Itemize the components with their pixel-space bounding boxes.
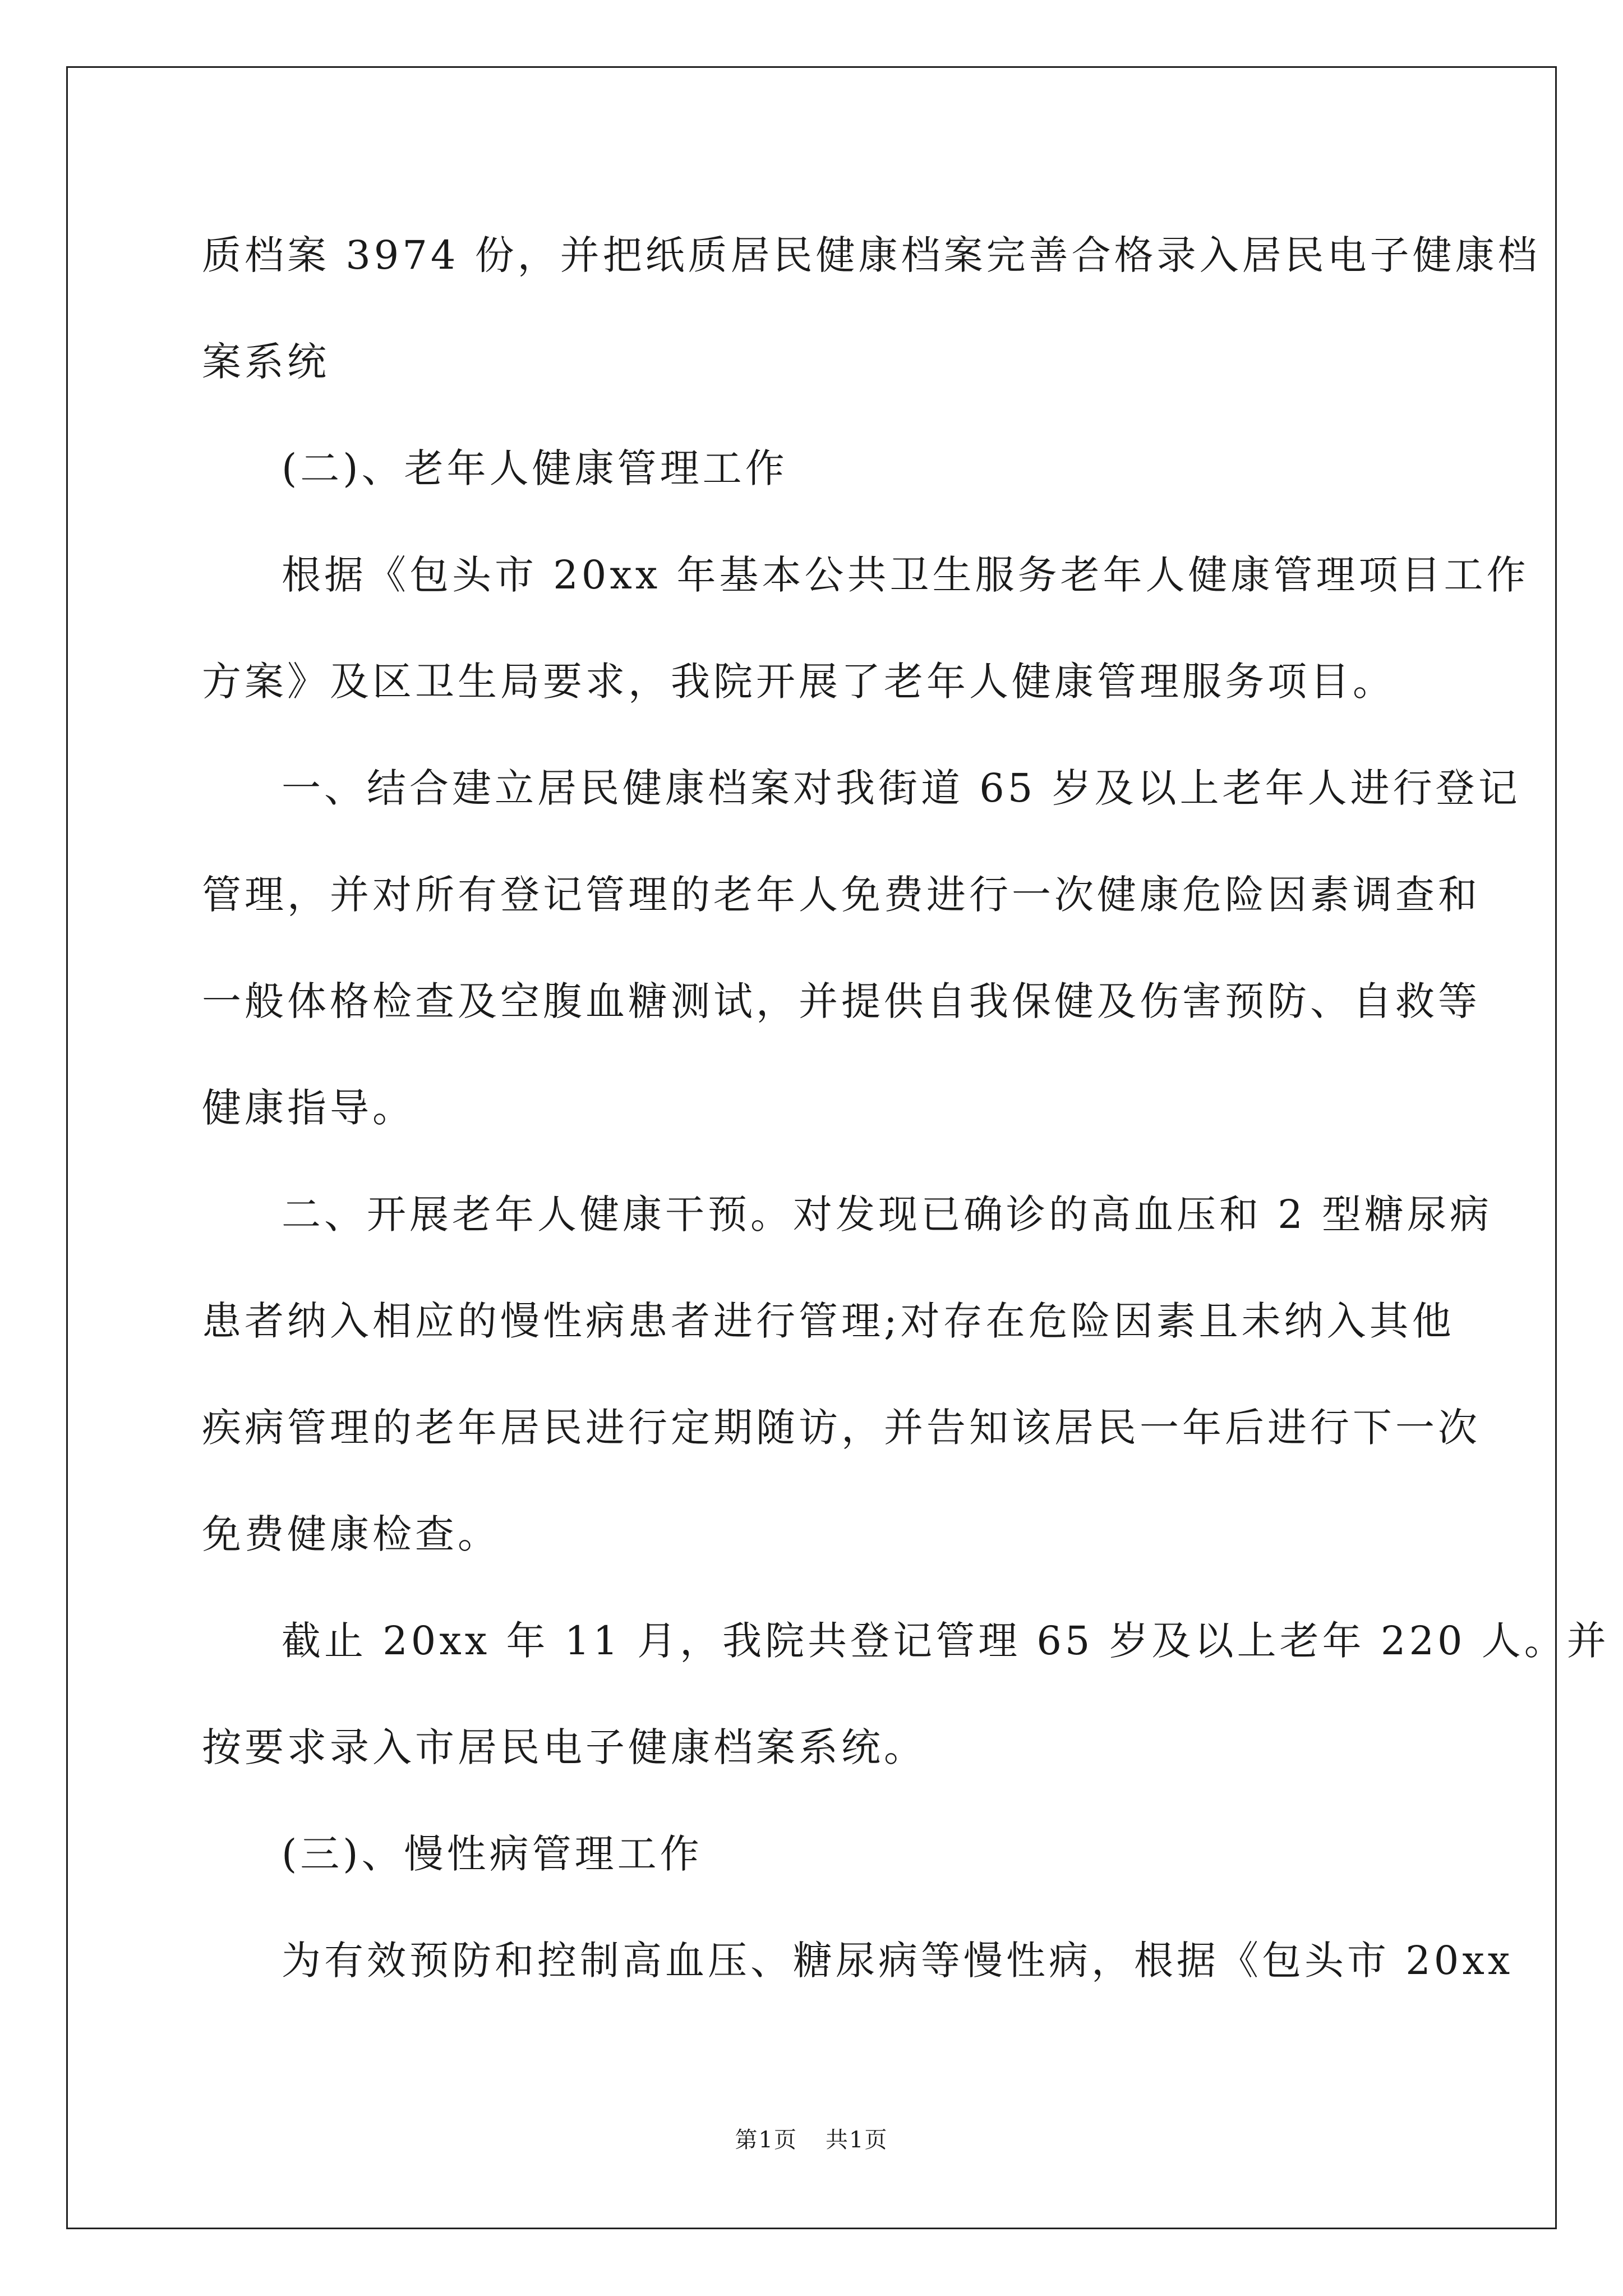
- text-line: 根据《包头市 20xx 年基本公共卫生服务老年人健康管理项目工作: [282, 552, 1529, 598]
- text-line: 疾病管理的老年居民进行定期随访，并告知该居民一年后进行下一次: [202, 1405, 1481, 1451]
- text-line: 为有效预防和控制高血压、糖尿病等慢性病，根据《包头市 20xx: [282, 1938, 1514, 1984]
- text-line: 案系统: [202, 339, 330, 385]
- page-total: 共1页: [826, 2127, 888, 2153]
- text-line: 免费健康检查。: [202, 1511, 500, 1557]
- text-line: 患者纳入相应的慢性病患者进行管理;对存在危险因素且未纳入其他: [202, 1298, 1455, 1344]
- text-line: 管理，并对所有登记管理的老年人免费进行一次健康危险因素调查和: [202, 872, 1481, 918]
- text-line: 按要求录入市居民电子健康档案系统。: [202, 1724, 926, 1770]
- text-line: (二)、老年人健康管理工作: [282, 445, 788, 491]
- text-line: 方案》及区卫生局要求，我院开展了老年人健康管理服务项目。: [202, 659, 1395, 705]
- text-line: 一、结合建立居民健康档案对我街道 65 岁及以上老年人进行登记: [282, 765, 1521, 811]
- text-line: 二、开展老年人健康干预。对发现已确诊的高血压和 2 型糖尿病: [282, 1191, 1493, 1237]
- text-line: 健康指导。: [202, 1085, 415, 1131]
- text-line: 一般体格检查及空腹血糖测试，并提供自我保健及伤害预防、自救等: [202, 978, 1481, 1024]
- document-body: [202, 202, 1610, 2014]
- text-line: 质档案 3974 份，并把纸质居民健康档案完善合格录入居民电子健康档: [202, 232, 1541, 278]
- text-line: 截止 20xx 年 11 月，我院共登记管理 65 岁及以上老年 220 人。并: [282, 1618, 1610, 1664]
- text-line: (三)、慢性病管理工作: [282, 1831, 703, 1877]
- page-number: 第1页: [735, 2127, 797, 2153]
- page-footer: [0, 2123, 1623, 2157]
